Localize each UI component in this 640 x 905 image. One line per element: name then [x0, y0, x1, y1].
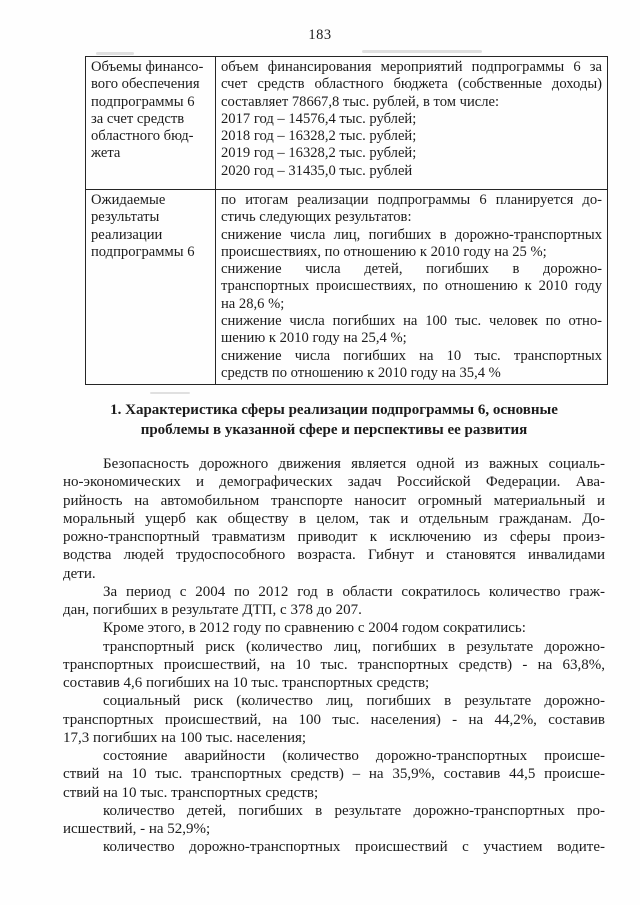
results-label-cell: [86, 190, 216, 385]
text-line: счет средств областного бюджета (собственные доходы): [221, 76, 602, 93]
paragraph: [221, 163, 602, 180]
paragraph: [63, 455, 605, 583]
text-line: объем финансирования мероприятий подпрограммы 6 за: [221, 59, 602, 75]
text-line: 17,3 погибших на 100 тыс. населения;: [63, 729, 307, 746]
text-line: рожно-транспортный травматизм приводит к исключению из сферы произ-: [63, 529, 605, 545]
text-line: 2018 год – 16328,2 тыс. рублей;: [221, 128, 417, 145]
text-line: социальный риск (количество лиц, погибших в результате дорожно-: [103, 693, 605, 710]
paragraph: [63, 838, 605, 856]
paragraph: [221, 145, 602, 162]
text-line: снижение числа детей, погибших в дорожно-: [221, 261, 602, 278]
text-line: исшествий, - на 52,9%;: [63, 821, 211, 837]
text-line: составив 4,6 погибших на 10 тыс. транспортных средств;: [63, 675, 430, 691]
funding-label-cell: [86, 57, 216, 190]
text-line: За период с 2004 по 2012 год в области сократилось количество граж-: [103, 583, 605, 600]
text-line: количество дорожно-транспортных происшествий с участием водите-: [103, 839, 605, 856]
section-heading: [63, 401, 605, 440]
text-line: дети.: [63, 565, 96, 582]
text-line: вого обеспечения: [91, 76, 200, 93]
text-line: количество детей, погибших в результате дорожно-транспортных про-: [103, 802, 605, 819]
text-line: стичь следующих результатов:: [221, 209, 412, 226]
text-line: дан, погибших в результате ДТП, с 378 до 207.: [63, 602, 362, 618]
scan-artifact: [362, 50, 482, 53]
text-line: происшествиях, по отношению к 2010 году на 25 %;: [221, 243, 547, 260]
text-line: реализации: [91, 226, 163, 243]
text-line: 2017 год – 14576,4 тыс. рублей;: [221, 110, 417, 127]
text-line: составляет 78667,8 тыс. рублей, в том числе:: [221, 93, 500, 110]
paragraph: [63, 692, 605, 747]
text-line: транспортных происшествий, на 10 тыс. транспортных средств) - на 63,8%,: [63, 656, 605, 673]
text-line: подпрограммы 6: [91, 243, 195, 260]
text-line: транспортный риск (количество лиц, погибших в результате дорожно-: [103, 638, 605, 655]
text-line: транспортных происшествиях, по отношению к 2010 году: [221, 278, 602, 295]
text-line: состояние аварийности (количество дорожно-транспортных происше-: [103, 748, 605, 764]
text-line: ствий на 10 тыс. транспортных средств;: [63, 784, 319, 801]
text-line: Безопасность дорожного движения является одной из важных социаль-: [103, 456, 605, 472]
text-line: жета: [91, 145, 121, 162]
text-line: снижение числа лиц, погибших в дорожно-транспортных: [221, 226, 602, 243]
paragraph: [221, 348, 602, 383]
paragraph: [221, 192, 602, 227]
text-line: моральный ущерб как обществу в целом, так и отдельным гражданам. До-: [63, 510, 605, 527]
text-line: на 28,6 %;: [221, 295, 285, 312]
text-line: 2020 год – 31435,0 тыс. рублей: [221, 162, 413, 179]
paragraph: [221, 59, 602, 111]
text-line: по итогам реализации подпрограммы 6 планируется до-: [221, 192, 602, 208]
text-line: рийность на автомобильном транспорте наносит огромный материальный и: [63, 492, 605, 509]
text-line: снижение числа погибших на 10 тыс. транспортных: [221, 347, 602, 364]
text-line: областного бюд-: [91, 128, 194, 145]
text-line: за счет средств: [91, 110, 185, 127]
text-line: 2019 год – 16328,2 тыс. рублей;: [221, 145, 417, 162]
text-line: средств по отношению к 2010 году на 35,4 %: [221, 364, 501, 381]
text-line: шению к 2010 году на 25,4 %;: [221, 330, 407, 347]
paragraph: [221, 128, 602, 145]
text-line: проблемы в указанной сфере и перспективы ее развития: [140, 421, 528, 438]
paragraph: [63, 619, 605, 637]
paragraph: [221, 111, 602, 128]
text-line: результаты: [91, 209, 160, 226]
paragraph: [63, 638, 605, 693]
paragraph: [63, 747, 605, 802]
paragraph: [221, 261, 602, 313]
text-line: Кроме этого, в 2012 году по сравнению с 2004 годом сократились:: [103, 620, 526, 637]
scan-artifact: [96, 52, 134, 55]
text-line: транспортных происшествий, на 100 тыс. населения) - на 44,2%, составив: [63, 711, 605, 728]
body-text: [63, 455, 605, 857]
subprogram-summary-table: [85, 56, 608, 385]
scan-artifact: [150, 392, 190, 394]
text-line: водства людей трудоспособного возраста. Гибнут и становятся инвалидами: [63, 547, 605, 564]
text-line: подпрограммы 6: [91, 93, 195, 110]
text-line: Ожидаемые: [91, 192, 166, 208]
text-line: но-экономических и демографических задач Российской Федерации. Ава-: [63, 474, 605, 491]
text-line: снижение числа погибших на 100 тыс. человек по отно-: [221, 313, 602, 330]
text-line: Объемы финансо-: [91, 59, 204, 75]
funding-content-cell: [216, 57, 608, 190]
results-content-cell: [216, 190, 608, 385]
paragraph: [221, 227, 602, 262]
paragraph: [63, 802, 605, 839]
paragraph: [63, 583, 605, 620]
paragraph: [221, 313, 602, 348]
table-row-funding: [86, 57, 608, 190]
text-line: 1. Характеристика сферы реализации подпрограммы 6, основные: [110, 402, 558, 418]
table-row-expected-results: [86, 190, 608, 385]
text-line: ствий на 10 тыс. транспортных средств) – на 35,9%, составив 44,5 происше-: [63, 766, 605, 783]
page-number: 183: [308, 27, 332, 43]
